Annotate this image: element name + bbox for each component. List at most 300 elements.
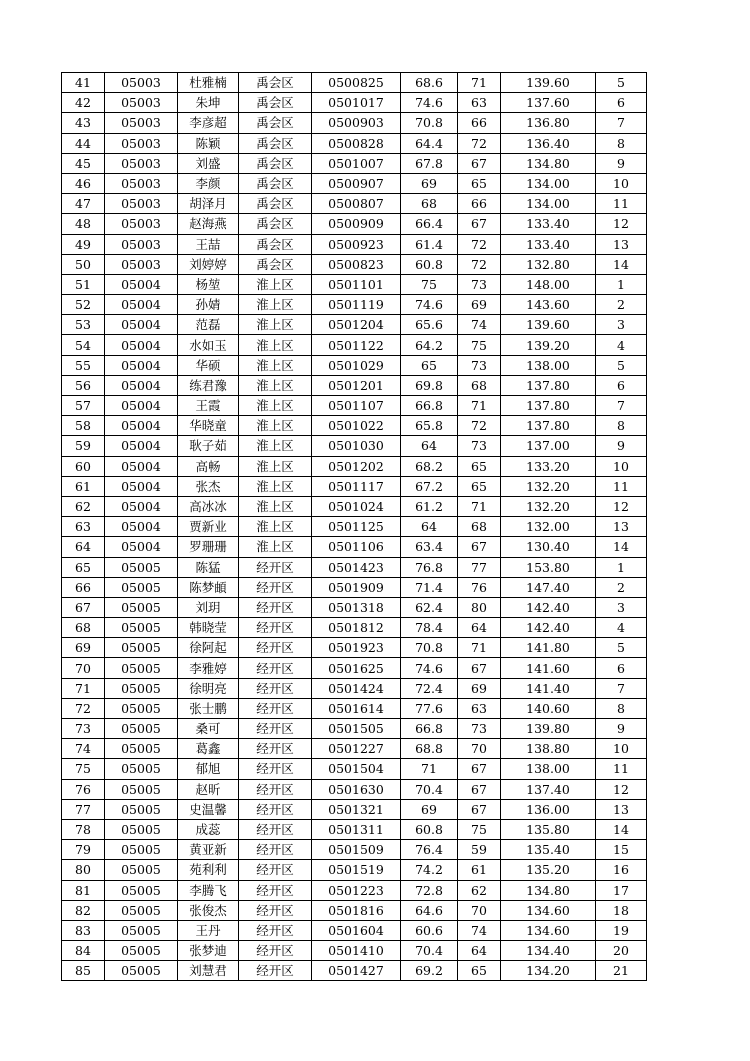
- district-cell: 淮上区: [239, 476, 312, 496]
- district-cell: 淮上区: [239, 335, 312, 355]
- candidate-name-cell: 李雅婷: [178, 658, 239, 678]
- ticket-number-cell: 0501030: [312, 436, 401, 456]
- table-row: [62, 779, 647, 799]
- score-1-cell: 74.6: [401, 93, 458, 113]
- position-code-cell: 05005: [105, 719, 178, 739]
- rank-cell: 7: [596, 396, 647, 416]
- row-number-cell: 82: [62, 900, 105, 920]
- total-score-cell: 137.80: [501, 375, 596, 395]
- score-1-cell: 72.8: [401, 880, 458, 900]
- position-code-cell: 05004: [105, 315, 178, 335]
- district-cell: 经开区: [239, 759, 312, 779]
- row-number-cell: 74: [62, 739, 105, 759]
- position-code-cell: 05004: [105, 335, 178, 355]
- ticket-number-cell: 0501505: [312, 719, 401, 739]
- score-2-cell: 76: [458, 577, 501, 597]
- position-code-cell: 05005: [105, 638, 178, 658]
- table-row: [62, 335, 647, 355]
- table-row: [62, 678, 647, 698]
- rank-cell: 6: [596, 658, 647, 678]
- candidate-name-cell: 李颜: [178, 173, 239, 193]
- position-code-cell: 05005: [105, 759, 178, 779]
- row-number-cell: 60: [62, 456, 105, 476]
- row-number-cell: 84: [62, 941, 105, 961]
- rank-cell: 2: [596, 577, 647, 597]
- table-row: [62, 234, 647, 254]
- position-code-cell: 05005: [105, 739, 178, 759]
- ticket-number-cell: 0501812: [312, 618, 401, 638]
- total-score-cell: 137.60: [501, 93, 596, 113]
- row-number-cell: 49: [62, 234, 105, 254]
- rank-cell: 15: [596, 840, 647, 860]
- results-sheet: [61, 72, 637, 981]
- table-row: [62, 759, 647, 779]
- position-code-cell: 05003: [105, 234, 178, 254]
- district-cell: 淮上区: [239, 315, 312, 335]
- score-1-cell: 64.6: [401, 900, 458, 920]
- score-2-cell: 72: [458, 234, 501, 254]
- score-2-cell: 67: [458, 153, 501, 173]
- ticket-number-cell: 0500825: [312, 73, 401, 93]
- ticket-number-cell: 0500903: [312, 113, 401, 133]
- score-1-cell: 61.2: [401, 496, 458, 516]
- candidate-name-cell: 水如玉: [178, 335, 239, 355]
- position-code-cell: 05005: [105, 678, 178, 698]
- ticket-number-cell: 0501504: [312, 759, 401, 779]
- district-cell: 禹会区: [239, 93, 312, 113]
- score-2-cell: 67: [458, 759, 501, 779]
- total-score-cell: 134.00: [501, 194, 596, 214]
- candidate-name-cell: 罗珊珊: [178, 537, 239, 557]
- row-number-cell: 72: [62, 698, 105, 718]
- score-1-cell: 70.8: [401, 638, 458, 658]
- table-row: [62, 537, 647, 557]
- total-score-cell: 139.60: [501, 315, 596, 335]
- score-2-cell: 66: [458, 194, 501, 214]
- rank-cell: 11: [596, 476, 647, 496]
- score-2-cell: 75: [458, 335, 501, 355]
- candidate-name-cell: 赵海燕: [178, 214, 239, 234]
- score-2-cell: 72: [458, 254, 501, 274]
- total-score-cell: 132.80: [501, 254, 596, 274]
- table-row: [62, 396, 647, 416]
- score-1-cell: 63.4: [401, 537, 458, 557]
- score-2-cell: 69: [458, 295, 501, 315]
- rank-cell: 7: [596, 678, 647, 698]
- table-row: [62, 375, 647, 395]
- table-row: [62, 557, 647, 577]
- candidate-name-cell: 胡泽月: [178, 194, 239, 214]
- score-2-cell: 68: [458, 375, 501, 395]
- district-cell: 禹会区: [239, 254, 312, 274]
- position-code-cell: 05005: [105, 941, 178, 961]
- row-number-cell: 41: [62, 73, 105, 93]
- district-cell: 经开区: [239, 698, 312, 718]
- candidate-name-cell: 李彦超: [178, 113, 239, 133]
- total-score-cell: 132.20: [501, 496, 596, 516]
- row-number-cell: 55: [62, 355, 105, 375]
- table-row: [62, 355, 647, 375]
- candidate-name-cell: 徐明亮: [178, 678, 239, 698]
- row-number-cell: 43: [62, 113, 105, 133]
- score-1-cell: 66.4: [401, 214, 458, 234]
- row-number-cell: 67: [62, 597, 105, 617]
- score-2-cell: 67: [458, 214, 501, 234]
- rank-cell: 21: [596, 961, 647, 981]
- table-row: [62, 274, 647, 294]
- candidate-name-cell: 高畅: [178, 456, 239, 476]
- position-code-cell: 05003: [105, 194, 178, 214]
- ticket-number-cell: 0501024: [312, 496, 401, 516]
- candidate-name-cell: 贾新业: [178, 517, 239, 537]
- rank-cell: 8: [596, 416, 647, 436]
- district-cell: 经开区: [239, 799, 312, 819]
- ticket-number-cell: 0500909: [312, 214, 401, 234]
- total-score-cell: 134.60: [501, 900, 596, 920]
- district-cell: 经开区: [239, 658, 312, 678]
- total-score-cell: 134.20: [501, 961, 596, 981]
- ticket-number-cell: 0501519: [312, 860, 401, 880]
- candidate-name-cell: 高冰冰: [178, 496, 239, 516]
- score-1-cell: 66.8: [401, 719, 458, 739]
- row-number-cell: 48: [62, 214, 105, 234]
- position-code-cell: 05003: [105, 73, 178, 93]
- rank-cell: 1: [596, 557, 647, 577]
- candidate-name-cell: 杜雅楠: [178, 73, 239, 93]
- score-2-cell: 67: [458, 779, 501, 799]
- total-score-cell: 133.40: [501, 234, 596, 254]
- table-row: [62, 799, 647, 819]
- total-score-cell: 135.40: [501, 840, 596, 860]
- score-2-cell: 63: [458, 698, 501, 718]
- table-row: [62, 315, 647, 335]
- table-row: [62, 517, 647, 537]
- row-number-cell: 79: [62, 840, 105, 860]
- position-code-cell: 05005: [105, 698, 178, 718]
- score-2-cell: 64: [458, 618, 501, 638]
- candidate-name-cell: 韩晓莹: [178, 618, 239, 638]
- rank-cell: 1: [596, 274, 647, 294]
- score-2-cell: 71: [458, 496, 501, 516]
- score-2-cell: 72: [458, 133, 501, 153]
- ticket-number-cell: 0501107: [312, 396, 401, 416]
- candidate-name-cell: 王霞: [178, 396, 239, 416]
- district-cell: 经开区: [239, 900, 312, 920]
- district-cell: 经开区: [239, 880, 312, 900]
- rank-cell: 2: [596, 295, 647, 315]
- position-code-cell: 05003: [105, 153, 178, 173]
- table-row: [62, 436, 647, 456]
- table-row: [62, 819, 647, 839]
- district-cell: 经开区: [239, 941, 312, 961]
- row-number-cell: 85: [62, 961, 105, 981]
- candidate-name-cell: 王喆: [178, 234, 239, 254]
- candidate-name-cell: 练君豫: [178, 375, 239, 395]
- ticket-number-cell: 0501201: [312, 375, 401, 395]
- table-row: [62, 214, 647, 234]
- candidate-name-cell: 张梦迪: [178, 941, 239, 961]
- score-2-cell: 71: [458, 73, 501, 93]
- total-score-cell: 138.00: [501, 759, 596, 779]
- score-1-cell: 72.4: [401, 678, 458, 698]
- total-score-cell: 142.40: [501, 597, 596, 617]
- score-1-cell: 69.8: [401, 375, 458, 395]
- total-score-cell: 136.80: [501, 113, 596, 133]
- row-number-cell: 66: [62, 577, 105, 597]
- score-1-cell: 65: [401, 355, 458, 375]
- total-score-cell: 133.20: [501, 456, 596, 476]
- score-1-cell: 67.2: [401, 476, 458, 496]
- candidate-name-cell: 李腾飞: [178, 880, 239, 900]
- candidate-name-cell: 陈猛: [178, 557, 239, 577]
- score-2-cell: 73: [458, 274, 501, 294]
- district-cell: 淮上区: [239, 537, 312, 557]
- row-number-cell: 59: [62, 436, 105, 456]
- row-number-cell: 69: [62, 638, 105, 658]
- score-2-cell: 65: [458, 173, 501, 193]
- position-code-cell: 05004: [105, 375, 178, 395]
- district-cell: 淮上区: [239, 375, 312, 395]
- district-cell: 淮上区: [239, 436, 312, 456]
- table-row: [62, 739, 647, 759]
- row-number-cell: 53: [62, 315, 105, 335]
- total-score-cell: 139.80: [501, 719, 596, 739]
- rank-cell: 10: [596, 739, 647, 759]
- ticket-number-cell: 0501022: [312, 416, 401, 436]
- total-score-cell: 148.00: [501, 274, 596, 294]
- score-1-cell: 71: [401, 759, 458, 779]
- district-cell: 经开区: [239, 920, 312, 940]
- ticket-number-cell: 0501630: [312, 779, 401, 799]
- rank-cell: 13: [596, 234, 647, 254]
- ticket-number-cell: 0500907: [312, 173, 401, 193]
- score-1-cell: 64.2: [401, 335, 458, 355]
- score-1-cell: 68.8: [401, 739, 458, 759]
- score-1-cell: 68.6: [401, 73, 458, 93]
- candidate-name-cell: 华硕: [178, 355, 239, 375]
- position-code-cell: 05004: [105, 496, 178, 516]
- candidate-name-cell: 范磊: [178, 315, 239, 335]
- candidate-name-cell: 史温馨: [178, 799, 239, 819]
- table-row: [62, 618, 647, 638]
- score-1-cell: 60.8: [401, 254, 458, 274]
- position-code-cell: 05005: [105, 840, 178, 860]
- table-row: [62, 638, 647, 658]
- table-row: [62, 719, 647, 739]
- table-row: [62, 295, 647, 315]
- candidate-name-cell: 黄亚新: [178, 840, 239, 860]
- total-score-cell: 141.60: [501, 658, 596, 678]
- table-row: [62, 597, 647, 617]
- row-number-cell: 75: [62, 759, 105, 779]
- row-number-cell: 47: [62, 194, 105, 214]
- candidate-name-cell: 苑利利: [178, 860, 239, 880]
- row-number-cell: 81: [62, 880, 105, 900]
- district-cell: 淮上区: [239, 456, 312, 476]
- score-2-cell: 74: [458, 920, 501, 940]
- total-score-cell: 137.00: [501, 436, 596, 456]
- candidate-name-cell: 张杰: [178, 476, 239, 496]
- total-score-cell: 147.40: [501, 577, 596, 597]
- rank-cell: 12: [596, 779, 647, 799]
- total-score-cell: 137.80: [501, 416, 596, 436]
- candidate-name-cell: 刘婷婷: [178, 254, 239, 274]
- score-2-cell: 61: [458, 860, 501, 880]
- score-2-cell: 71: [458, 638, 501, 658]
- ticket-number-cell: 0501119: [312, 295, 401, 315]
- ticket-number-cell: 0501909: [312, 577, 401, 597]
- district-cell: 淮上区: [239, 517, 312, 537]
- rank-cell: 4: [596, 618, 647, 638]
- candidate-name-cell: 耿子茹: [178, 436, 239, 456]
- score-1-cell: 69.2: [401, 961, 458, 981]
- score-2-cell: 80: [458, 597, 501, 617]
- district-cell: 经开区: [239, 840, 312, 860]
- table-row: [62, 153, 647, 173]
- row-number-cell: 68: [62, 618, 105, 638]
- table-row: [62, 73, 647, 93]
- district-cell: 经开区: [239, 618, 312, 638]
- row-number-cell: 46: [62, 173, 105, 193]
- total-score-cell: 143.60: [501, 295, 596, 315]
- rank-cell: 8: [596, 133, 647, 153]
- total-score-cell: 133.40: [501, 214, 596, 234]
- candidate-name-cell: 王丹: [178, 920, 239, 940]
- position-code-cell: 05005: [105, 860, 178, 880]
- score-2-cell: 67: [458, 799, 501, 819]
- ticket-number-cell: 0501029: [312, 355, 401, 375]
- rank-cell: 5: [596, 355, 647, 375]
- ticket-number-cell: 0500823: [312, 254, 401, 274]
- score-1-cell: 70.8: [401, 113, 458, 133]
- position-code-cell: 05004: [105, 396, 178, 416]
- table-row: [62, 113, 647, 133]
- rank-cell: 5: [596, 638, 647, 658]
- ticket-number-cell: 0501427: [312, 961, 401, 981]
- position-code-cell: 05003: [105, 133, 178, 153]
- ticket-number-cell: 0501614: [312, 698, 401, 718]
- score-2-cell: 68: [458, 517, 501, 537]
- rank-cell: 19: [596, 920, 647, 940]
- candidate-name-cell: 葛鑫: [178, 739, 239, 759]
- row-number-cell: 44: [62, 133, 105, 153]
- district-cell: 经开区: [239, 961, 312, 981]
- row-number-cell: 45: [62, 153, 105, 173]
- row-number-cell: 51: [62, 274, 105, 294]
- table-row: [62, 840, 647, 860]
- ticket-number-cell: 0501923: [312, 638, 401, 658]
- ticket-number-cell: 0501321: [312, 799, 401, 819]
- total-score-cell: 132.20: [501, 476, 596, 496]
- score-2-cell: 62: [458, 880, 501, 900]
- district-cell: 经开区: [239, 819, 312, 839]
- ticket-number-cell: 0501410: [312, 941, 401, 961]
- ticket-number-cell: 0501509: [312, 840, 401, 860]
- total-score-cell: 137.40: [501, 779, 596, 799]
- score-1-cell: 68: [401, 194, 458, 214]
- score-2-cell: 75: [458, 819, 501, 839]
- score-1-cell: 77.6: [401, 698, 458, 718]
- score-2-cell: 69: [458, 678, 501, 698]
- row-number-cell: 78: [62, 819, 105, 839]
- total-score-cell: 140.60: [501, 698, 596, 718]
- ticket-number-cell: 0501007: [312, 153, 401, 173]
- row-number-cell: 64: [62, 537, 105, 557]
- row-number-cell: 56: [62, 375, 105, 395]
- total-score-cell: 134.00: [501, 173, 596, 193]
- row-number-cell: 71: [62, 678, 105, 698]
- score-1-cell: 76.4: [401, 840, 458, 860]
- ticket-number-cell: 0501202: [312, 456, 401, 476]
- table-row: [62, 194, 647, 214]
- row-number-cell: 61: [62, 476, 105, 496]
- total-score-cell: 136.00: [501, 799, 596, 819]
- position-code-cell: 05003: [105, 254, 178, 274]
- candidate-name-cell: 张俊杰: [178, 900, 239, 920]
- total-score-cell: 135.20: [501, 860, 596, 880]
- candidate-name-cell: 张士鹏: [178, 698, 239, 718]
- total-score-cell: 142.40: [501, 618, 596, 638]
- rank-cell: 9: [596, 719, 647, 739]
- score-1-cell: 76.8: [401, 557, 458, 577]
- ticket-number-cell: 0500828: [312, 133, 401, 153]
- district-cell: 禹会区: [239, 153, 312, 173]
- district-cell: 经开区: [239, 719, 312, 739]
- rank-cell: 13: [596, 799, 647, 819]
- row-number-cell: 62: [62, 496, 105, 516]
- district-cell: 淮上区: [239, 496, 312, 516]
- position-code-cell: 05005: [105, 819, 178, 839]
- position-code-cell: 05005: [105, 799, 178, 819]
- row-number-cell: 80: [62, 860, 105, 880]
- total-score-cell: 134.60: [501, 920, 596, 940]
- position-code-cell: 05004: [105, 355, 178, 375]
- score-1-cell: 60.8: [401, 819, 458, 839]
- row-number-cell: 63: [62, 517, 105, 537]
- total-score-cell: 134.80: [501, 153, 596, 173]
- score-2-cell: 67: [458, 658, 501, 678]
- district-cell: 禹会区: [239, 173, 312, 193]
- row-number-cell: 42: [62, 93, 105, 113]
- total-score-cell: 141.40: [501, 678, 596, 698]
- ticket-number-cell: 0500923: [312, 234, 401, 254]
- candidate-name-cell: 华晓童: [178, 416, 239, 436]
- score-1-cell: 70.4: [401, 779, 458, 799]
- table-row: [62, 456, 647, 476]
- position-code-cell: 05004: [105, 517, 178, 537]
- score-2-cell: 65: [458, 476, 501, 496]
- district-cell: 经开区: [239, 597, 312, 617]
- score-1-cell: 68.2: [401, 456, 458, 476]
- table-row: [62, 416, 647, 436]
- rank-cell: 3: [596, 597, 647, 617]
- rank-cell: 5: [596, 73, 647, 93]
- district-cell: 经开区: [239, 557, 312, 577]
- candidate-name-cell: 杨堃: [178, 274, 239, 294]
- district-cell: 禹会区: [239, 214, 312, 234]
- total-score-cell: 137.80: [501, 396, 596, 416]
- candidate-name-cell: 孙婧: [178, 295, 239, 315]
- table-row: [62, 698, 647, 718]
- position-code-cell: 05005: [105, 557, 178, 577]
- candidate-name-cell: 陈梦頔: [178, 577, 239, 597]
- position-code-cell: 05003: [105, 173, 178, 193]
- table-row: [62, 860, 647, 880]
- district-cell: 淮上区: [239, 355, 312, 375]
- rank-cell: 6: [596, 93, 647, 113]
- table-row: [62, 880, 647, 900]
- position-code-cell: 05004: [105, 537, 178, 557]
